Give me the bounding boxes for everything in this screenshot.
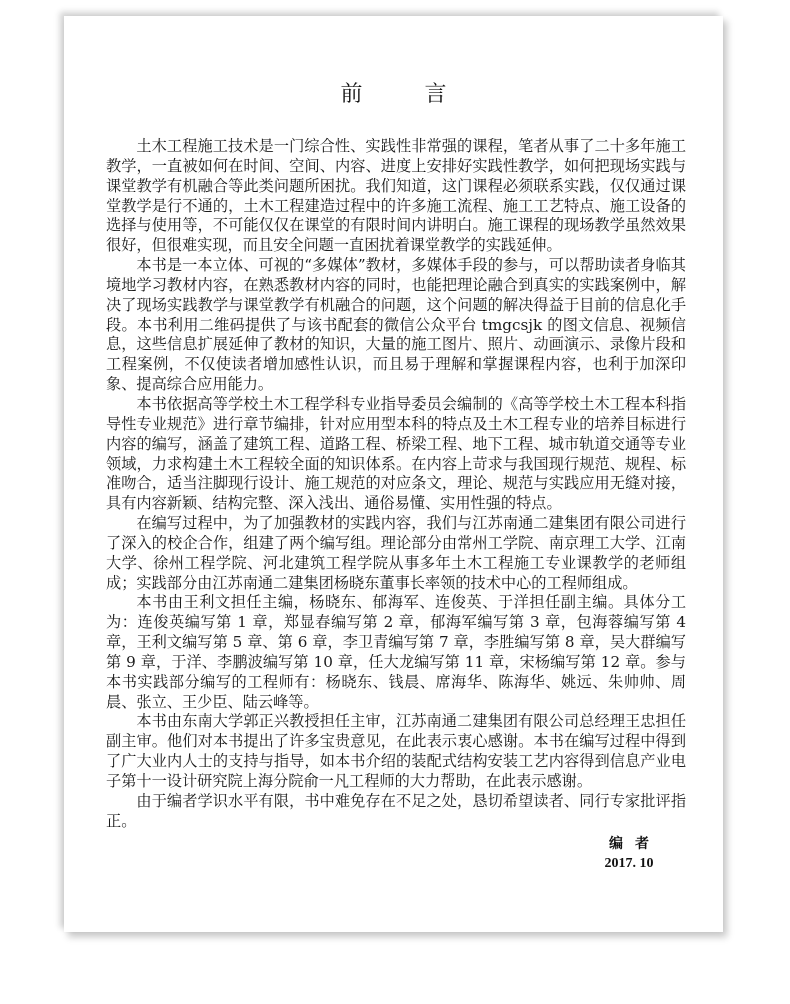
paragraph-closing: 由于编者学识水平有限，书中难免存在不足之处，恳切希望读者、同行专家批评指正。 (106, 791, 686, 830)
page-title: 前言 (340, 82, 509, 107)
signature-block (584, 834, 674, 874)
paragraph-intro: 土木工程施工技术是一门综合性、实践性非常强的课程，笔者从事了二十多年施工教学，一直被如何在时间、空间、内容、进度上安排好实践性教学，如何把现场实践与课堂教学有机融合等此类问题所困扰。我们知道，这门课程必须联系实践，仅仅通过课堂教学是行不通的，土木工程建造过程中的许多施工流程、施工工艺特点、施工设备的选择与使用等，不可能仅仅在课堂的有限时间内讲明白。施工课程的现场教学虽然效果很好，但很难实现，而且安全问题一直困扰着课堂教学的实践延伸。 (106, 137, 686, 255)
document-page (64, 16, 723, 932)
paragraph-multimedia: 本书是一本立体、可视的“多媒体”教材，多媒体手段的参与，可以帮助读者身临其境地学习教材内容，在熟悉教材内容的同时，也能把理论融合到真实的实践案例中，解决了现场实践教学与课堂教学有机融合的问题，这个问题的解决得益于目前的信息化手段。本书利用二维码提供了与该书配套的微信公众平台 tmgcsjk 的图文信息、视频信息，这些信息扩展延伸了教材的知识，大量的施工图片、照片、动画演示、录像片段和工程案例，不仅使读者增加感性认识，而且易于理解和掌握课程内容，也利于加深印象、提高综合应用能力。 (106, 256, 686, 394)
paragraph-reviewers: 本书由东南大学郭正兴教授担任主审，江苏南通二建集团有限公司总经理王忠担任副主审。他们对本书提出了许多宝贵意见，在此表示衷心感谢。本书在编写过程中得到了广大业内人士的支持与指导，如本书介绍的装配式结构安装工艺内容得到信息产业电子第十一设计研究院上海分院俞一凡工程师的大力帮助，在此表示感谢。 (106, 712, 686, 790)
paragraph-cooperation: 在编写过程中，为了加强教材的实践内容，我们与江苏南通二建集团有限公司进行了深入的校企合作，组建了两个编写组。理论部分由常州工学院、南京理工大学、江南大学、徐州工程学院、河北建筑工程学院从事多年土木工程施工专业课教学的老师组成；实践部分由江苏南通二建集团杨晓东董事长率领的技术中心的工程师组成。 (106, 514, 686, 592)
signature-date: 2017. 10 (604, 856, 654, 871)
preface-body (106, 137, 686, 832)
paragraph-standards: 本书依据高等学校土木工程学科专业指导委员会编制的《高等学校土木工程本科指导性专业规范》进行章节编排，针对应用型本科的特点及土木工程专业的培养目标进行内容的编写，涵盖了建筑工程、道路工程、桥梁工程、地下工程、城市轨道交通等专业领域，力求构建土木工程较全面的知识体系。在内容上苛求与我国现行规范、规程、标准吻合，适当注脚现行设计、施工规范的对应条文，理论、规范与实践应用无缝对接，具有内容新颖、结构完整、深入浅出、通俗易懂、实用性强的特点。 (106, 394, 686, 513)
paragraph-authors: 本书由王利文担任主编，杨晓东、郁海军、连俊英、于洋担任副主编。具体分工为：连俊英编写第 1 章，郑显春编写第 2 章，郁海军编写第 3 章，包海蓉编写第 4 章，王利文编写第 5 章、第 6 章，李卫青编写第 7 章，李胜编写第 8 章，吴大群编写第 9 章，于洋、李鹏波编写第 10 章，任大龙编写第 11 章，宋杨编写第 12 章。参与本书实践部分编写的工程师有：杨晓东、钱晨、席海华、陈海华、姚远、朱帅帅、周晨、张立、王少臣、陆云峰等。 (106, 593, 686, 711)
signature-role: 编者 (609, 836, 661, 852)
